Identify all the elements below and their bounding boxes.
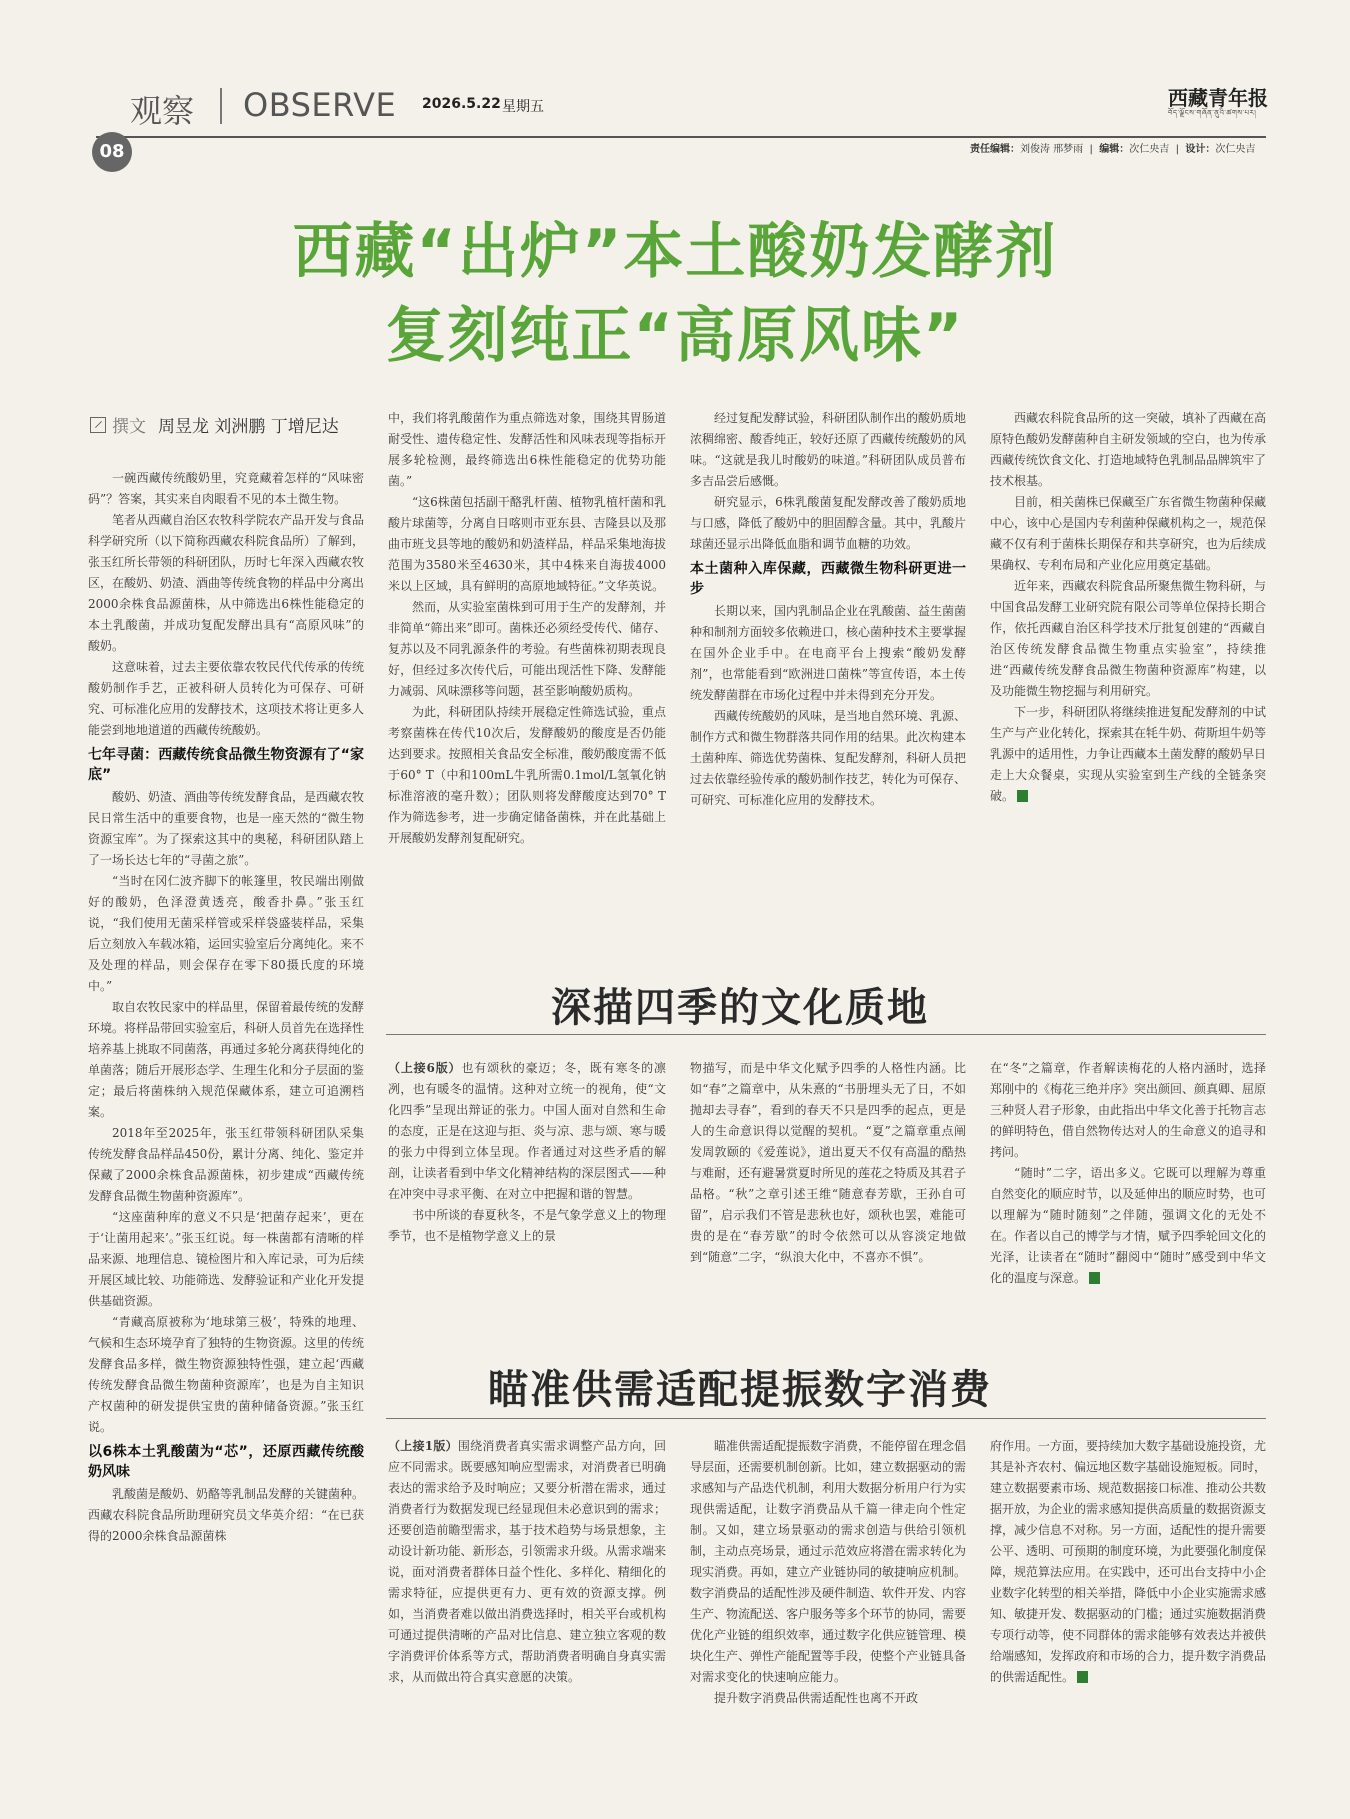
article3-rule	[386, 1418, 1266, 1419]
paragraph	[990, 492, 1266, 576]
article3-col1-text: 围绕消费者真实需求调整产品方向，回应不同需求。既要感知响应型需求，对消费者已明确表达的需求给予及时响应；又要分析潜在需求，通过消费者行为数据发现已经显现但未必意识到的需求；还要创造前瞻型需求，基于技术趋势与场景想象，主动设计新功能、新形态，引领需求升级。从需求端来说，面对消费者群体日益个性化、多样化、精细化的需求特征，应提供更有力、更有效的资源支撑。例如，当消费者难以做出消费选择时，相关平台或机构可通过提供清晰的产品对比信息、建立独立客观的数字消费评价体系等方式，帮助消费者明确自身真实需求，从而做出符合真实意愿的决策。	[388, 1439, 666, 1684]
paragraph-text: 中，我们将乳酸菌作为重点筛选对象，围绕其胃肠道耐受性、遗传稳定性、发酵活性和风味表现等指标开展多轮检测，最终筛选出6株性能稳定的优势功能菌。”	[388, 411, 666, 488]
article1-column-3	[690, 408, 966, 811]
section-name-cn: 观察	[130, 92, 195, 130]
article2-col1b-text: 书中所谈的春夏秋冬，不是气象学意义上的物理季节，也不是植物学意义上的景	[388, 1208, 666, 1243]
paragraph-text: 下一步，科研团队将继续推进复配发酵剂的中试生产与产业化转化，探索其在牦牛奶、荷斯坦牛奶等乳源中的适用性，力争让西藏本土菌发酵的酸奶早日走上大众餐桌，实现从实验室到生产线的全链条突破。	[990, 705, 1267, 803]
article2-col3-text: 在“冬”之篇章，作者解读梅花的人格内涵时，选择郑刚中的《梅花三绝并序》突出颜回、颜真卿、屈原三种贤人君子形象，由此指出中华文化善于托物言志的鲜明特色，借自然物传达对人的生命意义的追寻和拷问。	[990, 1061, 1267, 1159]
paragraph-text: 经过复配发酵试验，科研团队制作出的酸奶质地浓稠绵密、酸香纯正，较好还原了西藏传统酸奶的风味。“这就是我儿时酸奶的味道。”科研团队成员普布多吉品尝后感慨。	[690, 411, 967, 488]
article2-col1-text: 也有颂秋的豪迈；冬，既有寒冬的凛冽，也有暖冬的温情。这种对立统一的视角，使“文化四季”呈现出辩证的张力。中国人面对自然和生命的态度，正是在这迎与拒、炎与凉、悲与颂、寒与暖的张力中得到立体呈现。作者通过对这些矛盾的解剖，让读者看到中华文化精神结构的深层图式——种在冲突中寻求平衡、在对立中把握和谐的智慧。	[388, 1061, 666, 1201]
subheading	[88, 745, 364, 785]
article1-column-4	[990, 408, 1266, 807]
pen-icon	[90, 417, 106, 433]
credit-design-label: 设计：	[1185, 144, 1216, 155]
paragraph	[690, 706, 966, 811]
article2-column-3	[990, 1058, 1266, 1289]
issue-date: 2026.5.22	[422, 96, 501, 112]
page-number-badge: 08	[92, 132, 132, 172]
article3-column-2	[690, 1436, 966, 1709]
article2-column-2	[690, 1058, 966, 1268]
paragraph-text: 酸奶、奶渣、酒曲等传统发酵食品，是西藏农牧民日常生活中的重要食物，也是一座天然的“微生物资源宝库”。为了探索这其中的奥秘，科研团队踏上了一场长达七年的“寻菌之旅”。	[88, 790, 365, 867]
article1-title-line2: 复刻纯正“高原风味”	[385, 301, 965, 371]
paragraph	[690, 408, 966, 492]
article1-column-2	[388, 408, 666, 849]
paragraph-text: 取自农牧民家中的样品里，保留着最传统的发酵环境。将样品带回实验室后，科研人员首先在选择性培养基上挑取不同菌落，再通过多轮分离获得纯化的单菌落；随后开展形态学、生理生化和分子层面的鉴定；最后将菌株纳入规范保藏体系，建立可追溯档案。	[88, 1000, 365, 1119]
paragraph	[690, 601, 966, 706]
paragraph-text: 研究显示，6株乳酸菌复配发酵改善了酸奶质地与口感，降低了酸奶中的胆固醇含量。其中，乳酸片球菌还显示出降低血脂和调节血糖的功效。	[690, 495, 967, 551]
article3-col3-text: 府作用。一方面，要持续加大数字基础设施投资，尤其是补齐农村、偏远地区数字基础设施短板。同时，建立数据要素市场、规范数据接口标准、推动公共数据开放，为企业的需求感知提供高质量的数据资源支撑，减少信息不对称。另一方面，适配性的提升需要公平、透明、可预期的制度环境，为此要强化制度保障，规范算法应用。在实践中，还可出台支持中小企业数字化转型的相关举措，降低中小企业实施需求感知、敏捷开发、数据驱动的门槛；通过实施数据消费专项行动等，使不同群体的需求能够有效表达并被供给端感知，发挥政府和市场的合力，提升数字消费品的供需适配性。	[990, 1439, 1267, 1684]
subheading	[690, 559, 966, 599]
paragraph-text: “这6株菌包括副干酪乳杆菌、植物乳植杆菌和乳酸片球菌等，分离自日喀则市亚东县、吉隆县以及那曲市班戈县等地的酸奶和奶渣样品，样品采集地海拔范围为3580米至4630米，其中4株来自海拔4000米以上区域，具有鲜明的高原地域特征。”文华英说。	[388, 495, 666, 593]
paragraph	[88, 1207, 364, 1312]
subheading-text: 本土菌种入库保藏，西藏微生物科研更进一步	[690, 561, 966, 597]
paragraph-text: “青藏高原被称为‘地球第三极’，特殊的地理、气候和生态环境孕育了独特的生物资源。这里的传统发酵食品多样，微生物资源独特性强，建立起‘西藏传统发酵食品微生物菌种资源库’，也是为自主知识产权菌种的研发提供宝贵的菌种储备资源。”张玉红说。	[88, 1315, 365, 1434]
byline-label: 撰文	[112, 417, 146, 437]
section-name-en: OBSERVE	[243, 86, 397, 124]
article3-col2b-text: 提升数字消费品供需适配性也离不开政	[714, 1691, 919, 1705]
newspaper-logo: 西藏青年报	[1168, 86, 1268, 110]
paragraph-text: 一碗西藏传统酸奶里，究竟藏着怎样的“风味密码”？答案，其实来自肉眼看不见的本土微生物。	[88, 471, 364, 506]
article3-col2-text: 瞄准供需适配提振数字消费，不能停留在理念倡导层面，还需要机制创新。比如，建立数据驱动的需求感知与产品迭代机制，利用大数据分析用户行为实现供需适配，让数字消费品从千篇一律走向个性定制。又如，建立场景驱动的需求创造与供给引领机制，主动点亮场景，通过示范效应将潜在需求转化为现实消费。再如，建立产业链协同的敏捷响应机制。数字消费品的适配性涉及硬件制造、软件开发、内容生产、物流配送、客户服务等多个环节的协同，需要优化产业链的组织效率，通过数字化供应链管理、模块化生产、弹性产能配置等手段，使整个产业链具备对需求变化的快速响应能力。	[690, 1439, 967, 1684]
paragraph-text: 然而，从实验室菌株到可用于生产的发酵剂，并非简单“筛出来”即可。菌株还必须经受传代、储存、复苏以及不同乳源条件的考验。有些菌株初期表现良好，但经过多次传代后，可能出现活性下降、发酵能力减弱、风味漂移等问题，甚至影响酸奶质构。	[388, 600, 666, 698]
paragraph-text: 为此，科研团队持续开展稳定性筛选试验，重点考察菌株在传代10次后，发酵酸奶的酸度是否仍能达到要求。按照相关食品安全标准，酸奶酸度需不低于60° T（中和100mL牛乳所需0.1mol/L氢氧化钠标准溶液的毫升数）；团队则将发酵酸度达到70° T作为筛选参考，进一步确定储备菌株，并在此基础上开展酸奶发酵剂复配研究。	[388, 705, 666, 845]
paragraph	[388, 597, 666, 702]
article1-byline	[90, 412, 339, 437]
paragraph	[88, 1123, 364, 1207]
article3-column-3	[990, 1436, 1266, 1688]
paragraph	[88, 787, 364, 871]
article2-rule	[386, 1034, 1266, 1035]
byline-names: 周昱龙 刘洲鹏 丁增尼达	[158, 417, 339, 437]
credit-design: 次仁央吉	[1215, 144, 1256, 155]
paragraph	[88, 1484, 364, 1547]
paragraph	[388, 408, 666, 492]
article2-continued-label: （上接6版）	[388, 1061, 462, 1075]
paragraph	[88, 510, 364, 657]
paragraph-text: 笔者从西藏自治区农牧科学院农产品开发与食品科学研究所（以下简称西藏农科院食品所）了解到，张玉红所长带领的科研团队，历时七年深入西藏农牧区，在酸奶、奶渣、酒曲等传统食物的样品中分离出2000余株食品源菌株，从中筛选出6株性能稳定的本土乳酸菌，并成功复配发酵出具有“高原风味”的酸奶。	[88, 513, 365, 653]
header-divider	[220, 88, 222, 124]
paragraph-text: 目前，相关菌株已保藏至广东省微生物菌种保藏中心，该中心是国内专利菌种保藏机构之一，规范保藏不仅有利于菌株长期保存和共享研究，也为后续成果确权、专利布局和产业化应用奠定基础。	[990, 495, 1267, 572]
issue-weekday: 星期五	[502, 99, 544, 115]
editor-credits: 责任编辑：刘俊涛 邢梦雨 | 编辑：次仁央吉 | 设计：次仁央吉	[970, 144, 1256, 155]
paragraph-text: 近年来，西藏农科院食品所聚焦微生物科研，与中国食品发酵工业研究院有限公司等单位保持长期合作，依托西藏自治区科学技术厅批复创建的“西藏自治区传统发酵食品微生物重点实验室”，持续推进“西藏传统发酵食品微生物菌种资源库”构建，以及功能微生物挖掘与利用研究。	[990, 579, 1267, 698]
paragraph	[990, 408, 1266, 492]
article2-col3b-text: “随时”二字，语出多义。它既可以理解为尊重自然变化的顺应时节，以及延伸出的顺应时势，也可以理解为“随时随刻”之伴随，强调文化的无处不在。作者以自己的博学与才情，赋予四季轮回文化的光泽，让读者在“随时”翻阅中“随时”感受到中华文化的温度与深意。	[990, 1166, 1267, 1285]
credit-editor-label: 责任编辑：	[970, 144, 1020, 155]
article1-title-line1: 西藏“出炉”本土酸奶发酵剂	[292, 217, 1058, 287]
article2-title: 深描四季的文化质地	[551, 984, 929, 1031]
paragraph-text: 西藏农科院食品所的这一突破，填补了西藏在高原特色酸奶发酵菌种自主研发领域的空白，也为传承西藏传统饮食文化、打造地域特色乳制品品牌筑牢了技术根基。	[990, 411, 1267, 488]
paragraph	[388, 492, 666, 597]
newspaper-logo-tibetan: བོད་ལྗོངས་གཞོན་ནུའི་ཚགས་པར།	[1168, 109, 1257, 117]
paragraph	[690, 492, 966, 555]
paragraph-text: 2018年至2025年，张玉红带领科研团队采集传统发酵食品样品450份，累计分离、纯化、鉴定并保藏了2000余株食品源菌株，初步建成“西藏传统发酵食品微生物菌种资源库”。	[88, 1126, 364, 1203]
paragraph-text: 这意味着，过去主要依靠农牧民代代传承的传统酸奶制作手艺，正被科研人员转化为可保存、可研究、可标准化应用的发酵技术，这项技术将让更多人能尝到地地道道的西藏传统酸奶。	[88, 660, 365, 737]
subheading-text: 以6株本土乳酸菌为“芯”，还原西藏传统酸奶风味	[88, 1444, 364, 1480]
credit-edit-label: 编辑：	[1099, 144, 1130, 155]
paragraph-text: “这座菌种库的意义不只是‘把菌存起来’，更在于‘让菌用起来’。”张玉红说。每一株菌都有清晰的样品来源、地理信息、镜检图片和入库记录，可为后续开展区域比较、功能筛选、发酵验证和产业化开发提供基础资源。	[88, 1210, 365, 1308]
end-mark-icon	[1077, 1671, 1088, 1683]
paragraph	[88, 657, 364, 741]
article3-title: 瞄准供需适配提振数字消费	[488, 1367, 992, 1413]
credit-editor: 刘俊涛 邢梦雨	[1020, 144, 1084, 155]
subheading	[88, 1442, 364, 1482]
paragraph	[388, 702, 666, 849]
article2-col2-text: 物描写，而是中华文化赋予四季的人格性内涵。比如“春”之篇章中，从朱熹的“书册埋头无了日，不如抛却去寻春”，看到的春天不只是四季的起点，更是人的生命意识得以觉醒的契机。“夏”之篇章重点阐发周敦颐的《爱莲说》，道出夏天不仅有高温的酷热与难耐，还有避暑赏夏时所见的莲花之特质及其君子品格。“秋”之章引述王维“随意春芳歇，王孙自可留”，启示我们不管是悲秋也好，颂秋也罢，难能可贵的是在“春芳歇”的时令依然可以从容淡定地做到“随意”二字，“纵浪大化中，不喜亦不惧”。	[690, 1061, 967, 1264]
paragraph-text: 乳酸菌是酸奶、奶酪等乳制品发酵的关键菌种。西藏农科院食品所助理研究员文华英介绍：“在已获得的2000余株食品源菌株	[88, 1487, 365, 1543]
credit-edit: 次仁央吉	[1129, 144, 1170, 155]
paragraph-text: 西藏传统酸奶的风味，是当地自然环境、乳源、制作方式和微生物群落共同作用的结果。此次构建本土菌种库、筛选优势菌株、复配发酵剂，科研人员把过去依靠经验传承的酸奶制作技艺，转化为可保存、可研究、可标准化应用的发酵技术。	[690, 709, 967, 807]
paragraph	[88, 468, 364, 510]
end-mark-icon	[1089, 1272, 1100, 1284]
subheading-text: 七年寻菌：西藏传统食品微生物资源有了“家底”	[88, 747, 364, 783]
paragraph-text: 长期以来，国内乳制品企业在乳酸菌、益生菌菌种和制剂方面较多依赖进口，核心菌种技术主要掌握在国外企业手中。在电商平台上搜索“酸奶发酵剂”，也常能看到“欧洲进口菌株”等宣传语，本土传统发酵菌群在市场化过程中并未得到充分开发。	[690, 604, 967, 702]
article3-column-1	[388, 1436, 666, 1688]
paragraph-text: “当时在冈仁波齐脚下的帐篷里，牧民端出刚做好的酸奶，色泽澄黄透亮，酸香扑鼻。”张玉红说，“我们使用无菌采样管或采样袋盛装样品，采集后立刻放入车载冰箱，运回实验室后分离纯化。来不及处理的样品，则会保存在零下80摄氏度的环境中。”	[88, 874, 365, 993]
article2-column-1	[388, 1058, 666, 1247]
header-rule	[96, 136, 1266, 138]
paragraph	[990, 702, 1266, 807]
paragraph	[990, 576, 1266, 702]
end-mark-icon	[1017, 790, 1028, 802]
article3-continued-label: （上接1版）	[388, 1439, 458, 1453]
